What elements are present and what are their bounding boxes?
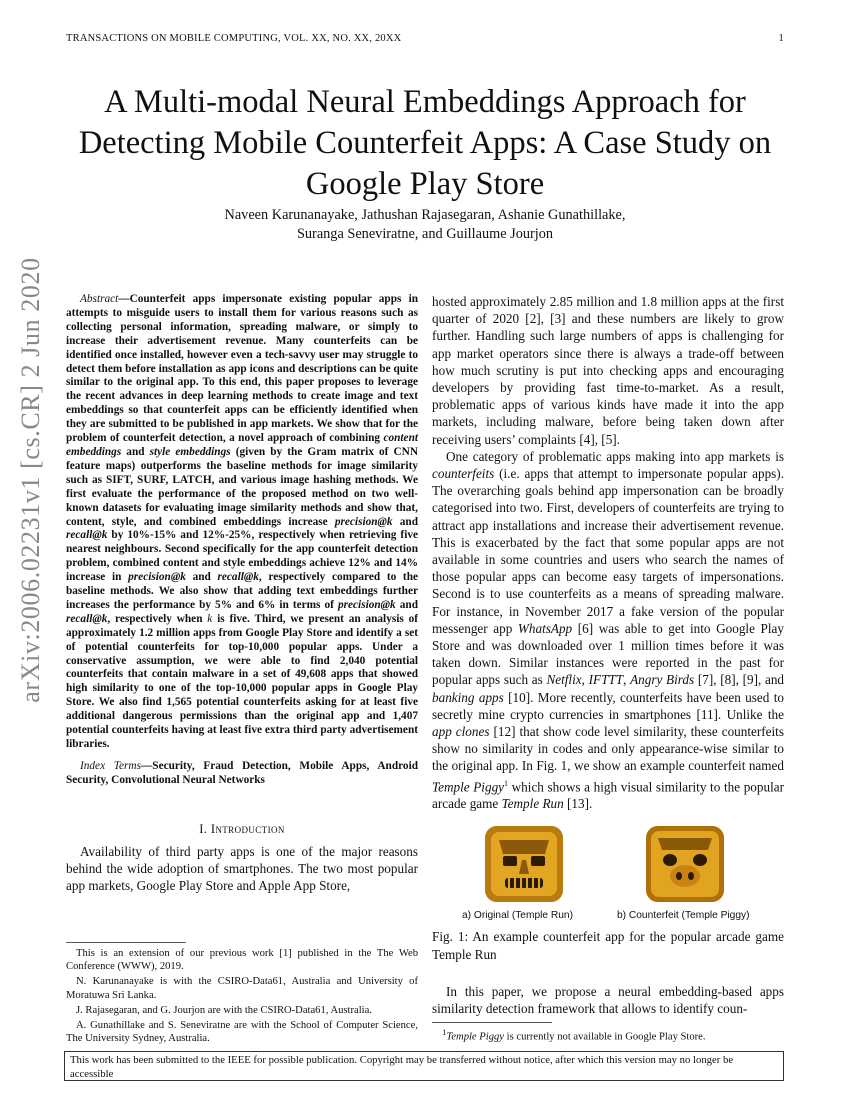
section-heading: I. Introduction	[199, 821, 285, 836]
abstract-em: style embeddings	[149, 445, 231, 458]
index-terms	[66, 760, 418, 788]
emphasis: app clones	[432, 724, 490, 740]
footnote-marker: 1	[504, 778, 509, 788]
page-number: 1	[778, 33, 784, 44]
temple-run-icon	[485, 826, 563, 902]
body-paragraph: In this paper, we propose a neural embedding-based apps similarity detection framework that allows to identify coun-	[432, 983, 784, 1017]
right-column	[432, 293, 784, 1017]
emphasis: Temple Piggy	[446, 1031, 504, 1043]
left-column	[66, 293, 418, 894]
author-list	[110, 206, 740, 244]
intro-paragraph: Availability of third party apps is one of the major reasons behind the wide adoption of smartphones. The two most popular app markets, Google Play Store and Apple App Store,	[66, 843, 418, 894]
abstract-text: and	[395, 598, 418, 611]
index-terms-text: —Security, Fraud Detection, Mobile Apps, Android Security, Convolutional Neural Networks	[66, 759, 418, 786]
arxiv-stamp	[16, 257, 46, 703]
text: which shows a high visual similarity to the popular arcade game	[432, 779, 784, 812]
emphasis: Angry Birds	[630, 672, 695, 688]
figure-caption: Fig. 1: An example counterfeit app for the popular arcade game Temple Run	[432, 929, 784, 962]
authors-line-1: Naveen Karunanayake, Jathushan Rajasegaran, Ashanie Gunathillake,	[224, 207, 626, 223]
emphasis: IFTTT	[588, 672, 624, 688]
emphasis: Netflix	[546, 672, 582, 688]
abstract-text: (given by the Gram matrix of CNN feature maps) outperforms the baseline methods for image similarity such as SIFT, SURF, LATCH, and various image hashing methods. We first evaluate the performance of the proposed method on two well-known datasets for evaluating image similarity methods and show that, content, style, and combined embeddings increase	[66, 445, 418, 528]
text: One category of problematic apps making into app markets is	[446, 448, 784, 464]
abstract-text: —Counterfeit apps impersonate existing popular apps in attempts to misguide users to install them for various reasons such as collecting personal information, spreading malware, or simply to increase their advertisement revenue. Many counterfeits can be identified once installed, however even a tech-savvy user may struggle to detect them before installation as app icons and descriptions can be quite similar to the original app. To this end, this paper proposes to leverage the recent advances in deep learning methods to create image and text embeddings so that counterfeit apps can be efficiently identified when they are submitted to be published in app markets. We show that for the problem of counterfeit detection, a novel approach of combining	[66, 293, 418, 445]
body-paragraph	[432, 448, 784, 813]
running-header	[66, 33, 784, 44]
emphasis: counterfeits	[432, 466, 495, 482]
figure-1	[432, 826, 784, 922]
footnote-text: is currently not available in Google Play Store.	[504, 1031, 706, 1043]
footnote: This is an extension of our previous work [1] published in the The Web Conference (WWW), 2019.	[66, 948, 418, 973]
footnote-marker: 1	[442, 1027, 447, 1037]
abstract-text: , respectively compared to the baseline methods. We also show that adding text embeddings further increases the performance by 5% and 6% in terms of	[66, 571, 418, 611]
footnote: J. Rajasegaran, and G. Jourjon are with the CSIRO-Data61, Australia.	[76, 1004, 372, 1016]
emphasis: WhatsApp	[517, 620, 573, 636]
footnote-rule	[432, 1022, 552, 1023]
abstract-em: content embeddings	[66, 432, 418, 458]
abstract-math: k	[207, 612, 213, 625]
figure-subcaption-b: b) Counterfeit (Temple Piggy)	[617, 910, 750, 922]
text: [6] was able to get into Google Play Store and was downloaded over 1 million times before it was taken down. Similar instances were reported in the past for popular apps such as	[432, 620, 784, 688]
journal-name: TRANSACTIONS ON MOBILE COMPUTING, VOL. XX, NO. XX, 20XX	[66, 33, 402, 44]
arxiv-id: arXiv:2006.02231v1 [cs.CR] 2 Jun 2020	[16, 257, 45, 703]
text: [13].	[563, 796, 593, 812]
text: ,	[581, 672, 589, 688]
abstract-text: is five. Third, we present an analysis of approximately 1.2 million apps from Google Play Store and identify a set of potential counterfeits for top-10,000 popular apps. Under a conservative assumption, we were able to find 2,040 potential counterfeits that contain malware in a set of 49,608 apps that showed high similarity to one of the top-10,000 popular apps in Google Play Store. We also find 1,565 potential counterfeits asking for at least five additional dangerous permissions than the original app and 1,407 potential counterfeits having at least five extra third party advertisement libraries.	[66, 612, 418, 750]
figure-subcaption-a: a) Original (Temple Run)	[462, 910, 573, 922]
abstract-em: recall@k	[66, 612, 108, 625]
temple-piggy-icon	[646, 826, 724, 902]
author-footnotes	[66, 947, 418, 1047]
abstract-em: precision@k	[128, 571, 186, 584]
emphasis: Temple Piggy	[432, 779, 505, 795]
abstract-label: Abstract	[80, 293, 119, 305]
text: (i.e. apps that attempt to impersonate popular apps). The overarching goals behind app impersonation can be broadly categorised into two. First, developers of counterfeits are trying to attract app installations and increase their advertisement revenue. This is exacerbated by the fact that some popular apps are not available in some countries and users who search the names of those popular apps can become easy targets of impersonations. Second is to use counterfeits as a means of spreading malware. For instance, in November 2017 a fake version of the popular messenger app	[432, 466, 784, 636]
abstract-text: by 10%-15% and 12%-25%, respectively when retrieving five nearest neighbours. Second specifically for the app counterfeit detection problem, combined content and style embeddings achieve 12% and 14% increase in	[66, 529, 418, 584]
text: [7], [8], [9], and	[694, 672, 785, 688]
footnote-1	[432, 1027, 784, 1043]
emphasis: banking apps	[432, 689, 504, 705]
abstract-em: precision@k	[334, 515, 393, 528]
footnote-rule	[66, 942, 186, 943]
abstract-em: recall@k	[217, 571, 259, 584]
footnote: N. Karunanayake is with the CSIRO-Data61, Australia and University of Moratuwa Sri Lanka.	[66, 976, 418, 1001]
abstract-text: and	[392, 515, 418, 528]
text: [12] that show code level similarity, these counterfeits show no similarity in codes and only appearance-wise similar to the original app. In Fig. 1, we show an example counterfeit named	[432, 724, 784, 774]
abstract-text: , respectively when	[107, 612, 208, 625]
text: [10]. More recently, counterfeits have been used to secretly mine crypto currencies in smartphones [11]. Unlike the	[432, 689, 784, 722]
abstract-text: and	[185, 571, 218, 584]
abstract-text: and	[121, 445, 150, 458]
paper-title: A Multi-modal Neural Embeddings Approach for Detecting Mobile Counterfeit Apps: A Case Study on Google Play Store	[78, 84, 772, 202]
emphasis: Temple Run	[501, 796, 564, 812]
abstract	[66, 293, 418, 752]
copyright-notice: This work has been submitted to the IEEE for possible publication. Copyright may be transferred without notice, after which this version may no longer be accessible	[64, 1051, 784, 1081]
authors-line-2: Suranga Seneviratne, and Guillaume Jourjon	[296, 226, 554, 242]
abstract-em: recall@k	[66, 529, 108, 542]
footnote: A. Gunathillake and S. Seneviratne are with the School of Computer Science, The University Sydney, Australia.	[66, 1020, 418, 1045]
body-paragraph: hosted approximately 2.85 million and 1.8 million apps at the first quarter of 2020 [2], [3] and these numbers are likely to grow further. Handling such large numbers of apps is challenging for app market operators since there is always a trade-off between how much scrutiny is put into checking apps and encouraging developers by providing fast time-to-market. As a result, problematic apps of various kinds have made it into the app markets, including malware, before being taken down after receiving users’ complaints [4], [5].	[432, 294, 784, 447]
text: ,	[623, 672, 631, 688]
abstract-em: precision@k	[337, 598, 396, 611]
index-terms-label: Index Terms	[80, 759, 141, 772]
